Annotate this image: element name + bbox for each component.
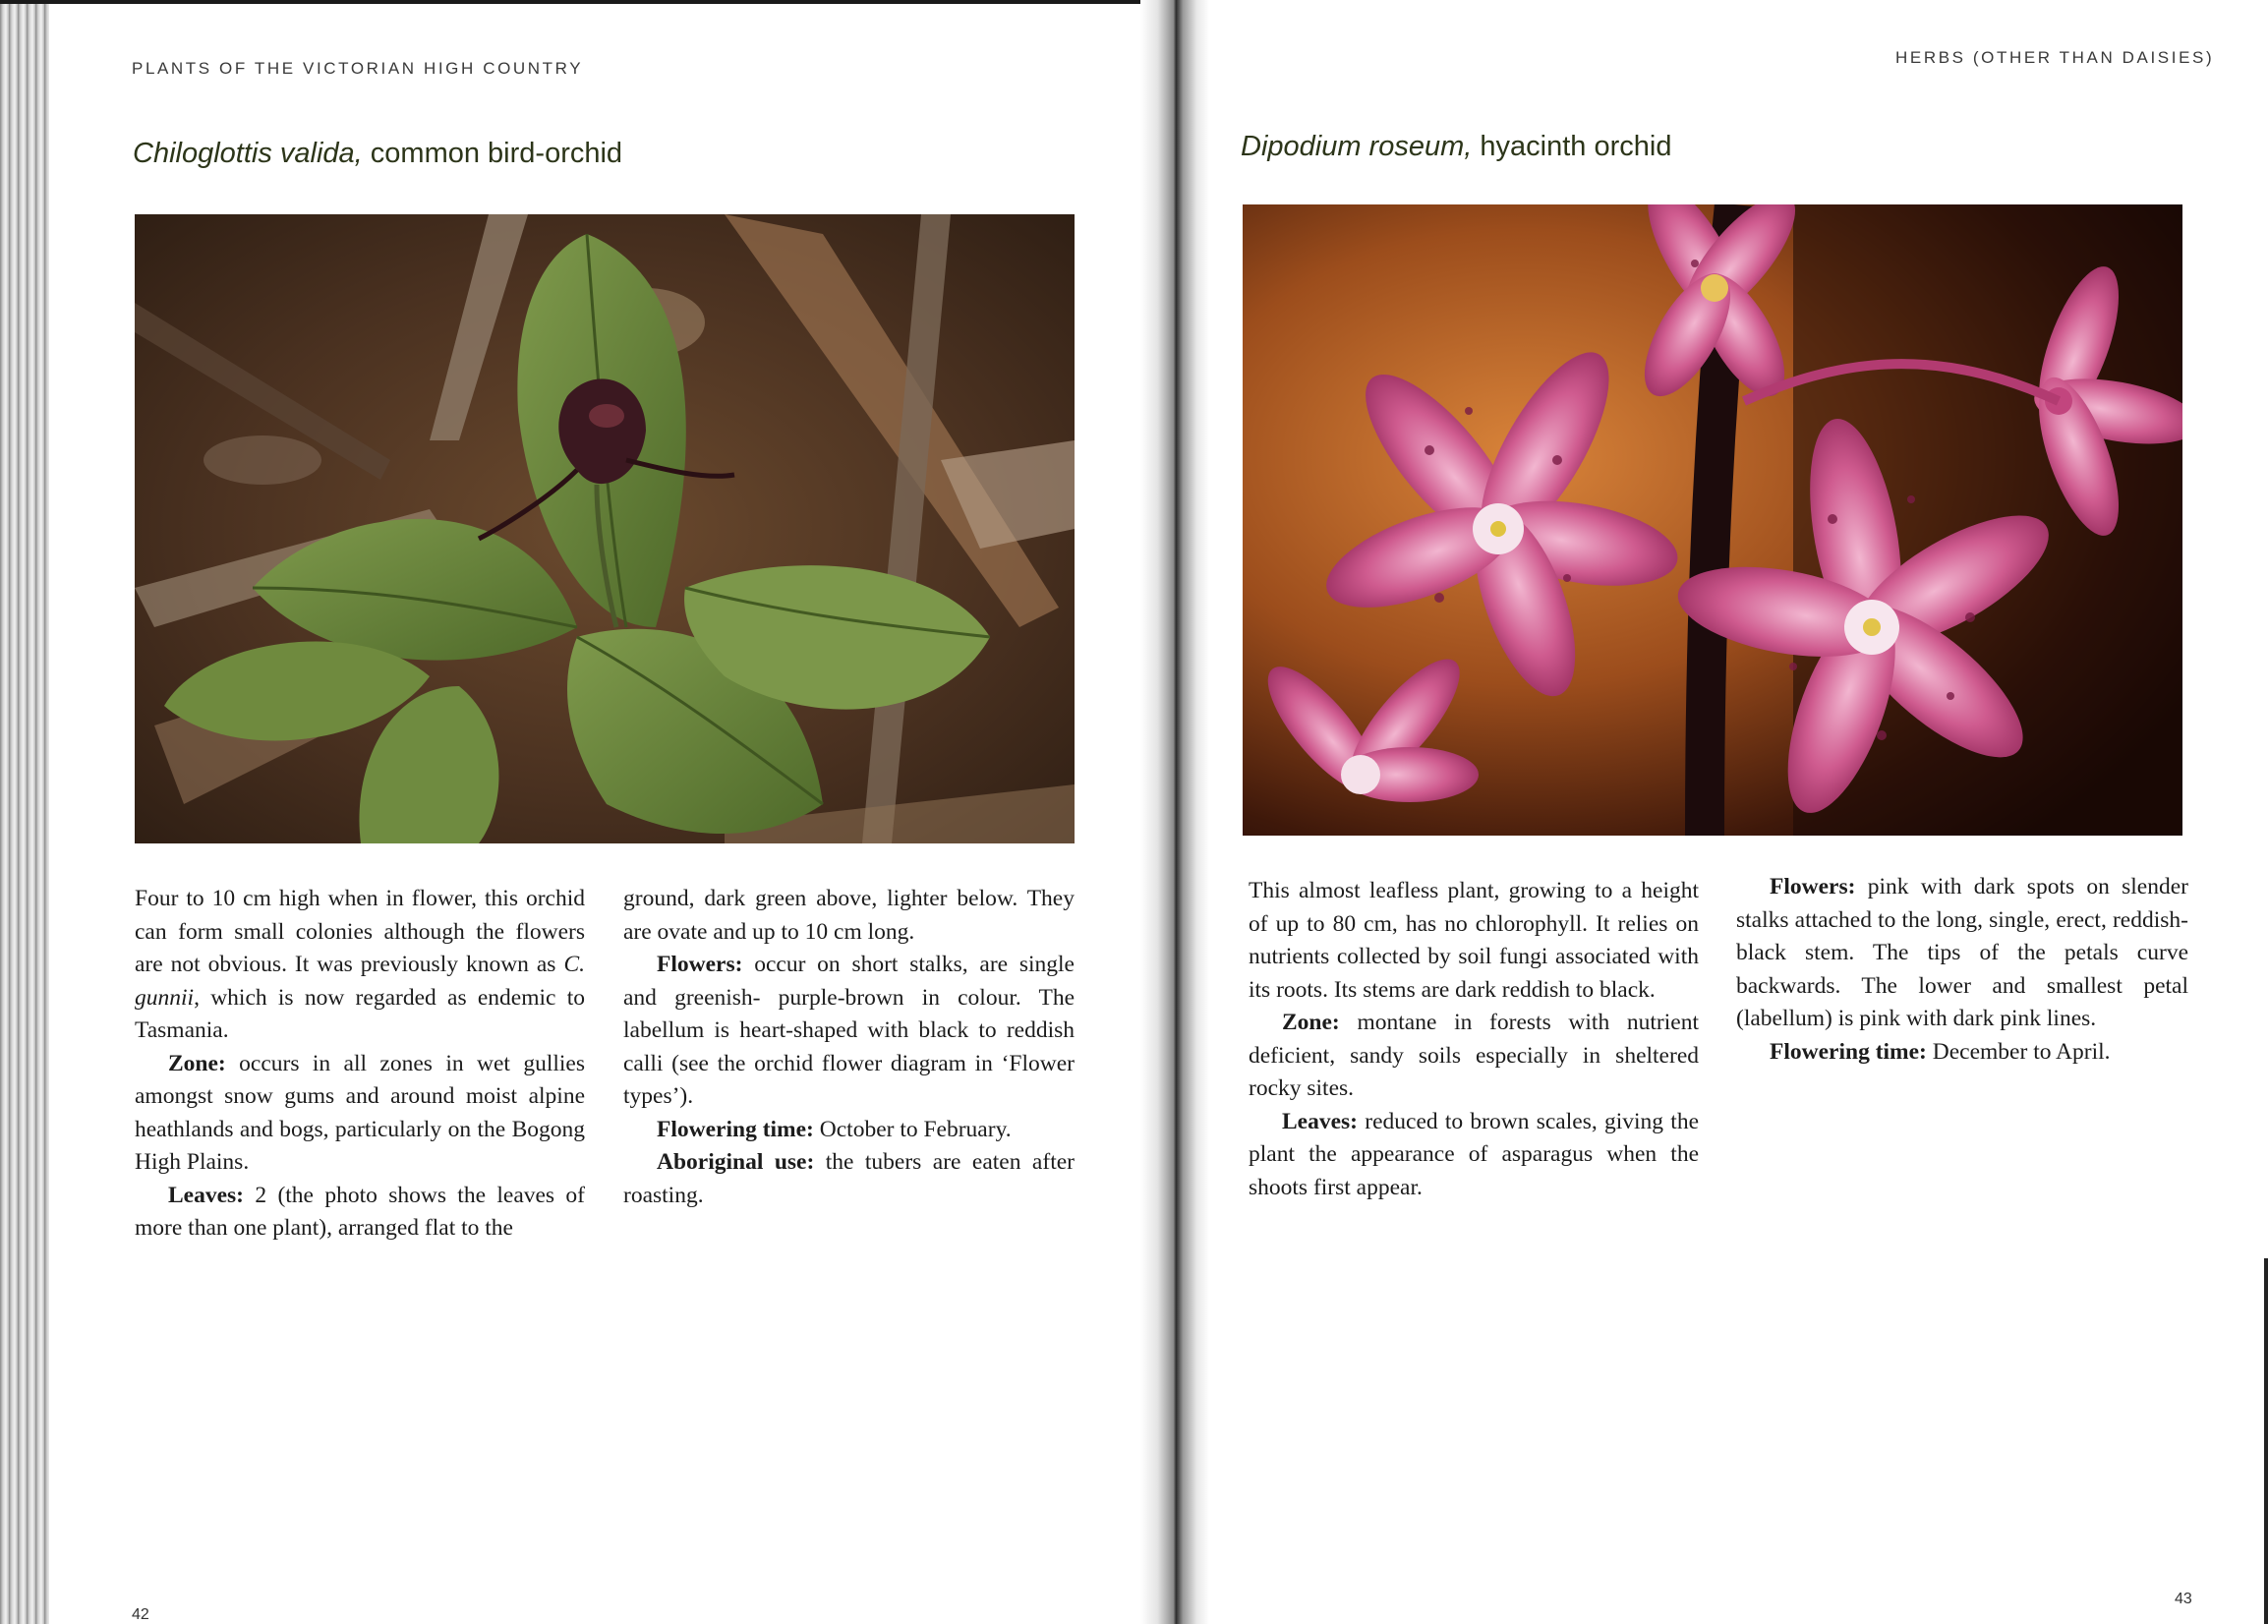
page-top-edge bbox=[0, 0, 1170, 4]
right-flowers-text: pink with dark spots on slender stalks attached to the long, single, erect, reddish-black stem. The tips of the petals curve backwards. The lower and smallest petal (labellum) is pink with dark pink lines. bbox=[1736, 874, 2188, 1031]
left-intro-text-a: Four to 10 cm high when in flower, this orchid can form small colonies although the flowers are not obvious. It was previously known as bbox=[135, 886, 585, 977]
left-flowers-text: occur on short stalks, are single and greenish- purple-brown in colour. The labellum is heart-shaped with black to reddish calli (see the orchid flower diagram in ‘Flower types’). bbox=[623, 952, 1075, 1109]
right-leaves-text: reduced to brown scales, giving the plant the appearance of asparagus when the shoots first appear. bbox=[1249, 1108, 1699, 1200]
left-leaves-text: 2 (the photo shows the leaves of more than one plant), arranged flat to the bbox=[135, 1182, 585, 1241]
left-title-latin: Chiloglottis valida, bbox=[133, 138, 363, 169]
book-edge-left bbox=[0, 0, 49, 1624]
left-intro-italic: C. gunnii bbox=[135, 952, 585, 1011]
right-zone-text: montane in forests with nutrient deficient, sandy soils especially in sheltered rocky sites. bbox=[1249, 1010, 1699, 1101]
right-zone-paragraph bbox=[1249, 1007, 1699, 1106]
left-aboriginal-label: Aboriginal use: bbox=[657, 1149, 815, 1175]
right-leaves-paragraph bbox=[1249, 1106, 1699, 1205]
right-photo-dipodium bbox=[1243, 204, 2182, 836]
dipodium-image bbox=[1243, 204, 2182, 836]
left-leaves-continued: ground, dark green above, lighter below. They are ovate and up to 10 cm long. bbox=[623, 886, 1075, 945]
left-running-head: PLANTS OF THE VICTORIAN HIGH COUNTRY bbox=[132, 59, 584, 78]
left-zone-label: Zone: bbox=[168, 1050, 226, 1076]
left-column-2 bbox=[623, 883, 1075, 1212]
right-intro-paragraph: This almost leafless plant, growing to a height of up to 80 cm, has no chlorophyll. It relies on nutrients collected by soil fungi associated with its roots. Its stems are dark reddish to black. bbox=[1249, 878, 1699, 1003]
right-title-latin: Dipodium roseum, bbox=[1241, 131, 1473, 162]
left-column-1 bbox=[135, 883, 585, 1246]
chiloglottis-image bbox=[135, 214, 1075, 843]
right-column-1 bbox=[1249, 875, 1699, 1204]
left-zone-paragraph bbox=[135, 1048, 585, 1180]
right-page-number: 43 bbox=[2175, 1591, 2192, 1607]
left-species-title bbox=[133, 138, 622, 170]
left-aboriginal-text: the tubers are eaten after roasting. bbox=[623, 1149, 1075, 1208]
left-leaves-label: Leaves: bbox=[168, 1182, 245, 1208]
right-title-common: hyacinth orchid bbox=[1472, 131, 1672, 162]
left-flowering-label: Flowering time: bbox=[657, 1116, 814, 1142]
left-page-number: 42 bbox=[132, 1606, 149, 1623]
left-leaves-paragraph bbox=[135, 1180, 585, 1246]
right-zone-label: Zone: bbox=[1282, 1010, 1340, 1035]
left-flowering-paragraph bbox=[623, 1114, 1075, 1147]
right-column-2 bbox=[1736, 871, 2188, 1069]
left-photo-chiloglottis bbox=[135, 214, 1075, 843]
left-title-common: common bird-orchid bbox=[362, 138, 623, 169]
left-flowering-text: October to February. bbox=[813, 1116, 1012, 1142]
right-running-head: HERBS (OTHER THAN DAISIES) bbox=[1895, 48, 2215, 67]
left-aboriginal-paragraph bbox=[623, 1146, 1075, 1212]
left-intro-text-b: , which is now regarded as endemic to Tasmania. bbox=[135, 984, 585, 1043]
right-species-title bbox=[1241, 131, 1671, 163]
left-flowers-paragraph bbox=[623, 949, 1075, 1114]
right-flowers-label: Flowers: bbox=[1770, 874, 1856, 899]
right-leaves-label: Leaves: bbox=[1282, 1108, 1359, 1134]
left-zone-text: occurs in all zones in wet gullies amongst snow gums and around moist alpine heathlands and bogs, particularly on the Bogong High Plains. bbox=[135, 1050, 585, 1175]
left-intro-paragraph bbox=[135, 883, 585, 1048]
book-edge-right bbox=[2264, 1258, 2268, 1624]
right-flowers-paragraph bbox=[1736, 871, 2188, 1036]
right-flowering-text: December to April. bbox=[1926, 1038, 2111, 1065]
right-flowering-paragraph bbox=[1736, 1036, 2188, 1070]
right-flowering-label: Flowering time: bbox=[1770, 1038, 1927, 1065]
left-flowers-label: Flowers: bbox=[657, 952, 743, 977]
book-gutter bbox=[1140, 0, 1209, 1624]
